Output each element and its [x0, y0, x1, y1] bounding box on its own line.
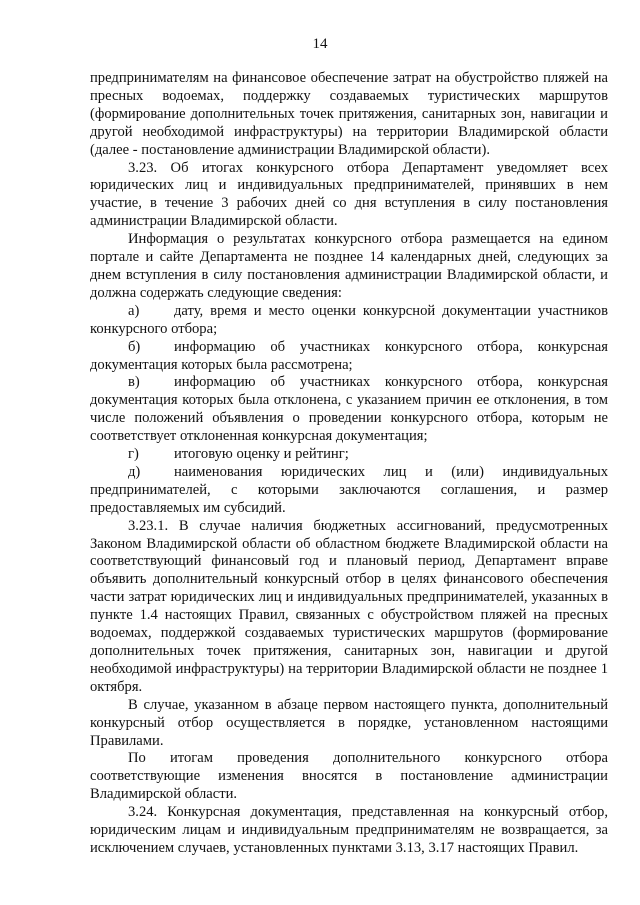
- paragraph-info: Информация о результатах конкурсного отбора размещается на едином портале и сайте Департамента не позднее 14 календарных дней, следующих за днем вступления в силу постановления администрации Владимирской области, и должна содержать следующие сведения:: [90, 231, 608, 301]
- document-body: [90, 70, 608, 858]
- list-item-text: информацию об участниках конкурсного отбора, конкурсная документация которых была отклонена, с указанием причин ее отклонения, в том числе положений объявления о проведении конкурсного отбора, которым не соответствует отклоненная конкурсная документация;: [90, 374, 608, 445]
- list-marker: а): [128, 302, 140, 319]
- paragraph-3-23-1: 3.23.1. В случае наличия бюджетных ассигнований, предусмотренных Законом Владимирской области об областном бюджете Владимирской области на соответствующий финансовый год и плановый период, Департамент вправе объявить дополнительный конкурсный отбор в целях финансового обеспечения части затрат юридических лиц и индивидуальных предпринимателей, указанных в пункте 1.4 настоящих Правил, связанных с обустройством пляжей на пресных водоемах, поддержкой создаваемых туристических маршрутов (формирование дополнительных точек притяжения, санитарных зон, навигации и другой необходимой инфраструктуры) на территории Владимирской области не позднее 1 октября.: [90, 517, 608, 695]
- list-item-a: [90, 303, 608, 339]
- list-item-text: итоговую оценку и рейтинг;: [174, 446, 349, 463]
- paragraph-additional-selection: В случае, указанном в абзаце первом настоящего пункта, дополнительный конкурсный отбор осуществляется в порядке, установленном настоящими Правилами.: [90, 696, 608, 749]
- list-marker: г): [128, 446, 139, 463]
- list-item-text: информацию об участниках конкурсного отбора, конкурсная документация которых была рассмотрена;: [90, 338, 608, 373]
- list-item-b: [90, 339, 608, 375]
- list-item-g: [90, 446, 608, 464]
- page-number: 14: [312, 36, 328, 52]
- list-marker: д): [128, 463, 141, 480]
- list-item-text: дату, время и место оценки конкурсной документации участников конкурсного отбора;: [90, 302, 608, 337]
- paragraph-continuation: предпринимателям на финансовое обеспечение затрат на обустройство пляжей на пресных водоемах, поддержку создаваемых туристических маршрутов (формирование дополнительных точек притяжения, санитарных зон, навигации и другой необходимой инфраструктуры) на территории Владимирской области (далее - постановление администрации Владимирской области).: [90, 70, 608, 158]
- paragraph-3-24: 3.24. Конкурсная документация, представленная на конкурсный отбор, юридическим лицам и индивидуальным предпринимателям не возвращается, за исключением случаев, установленных пунктами 3.13, 3.17 настоящих Правил.: [90, 804, 608, 856]
- list-item-text: наименования юридических лиц и (или) индивидуальных предпринимателей, с которыми заключаются соглашения, и размер предоставляемых им субсидий.: [90, 463, 608, 516]
- paragraph-results: По итогам проведения дополнительного конкурсного отбора соответствующие изменения вносятся в постановление администрации Владимирской области.: [90, 750, 608, 803]
- paragraph-3-23: 3.23. Об итогах конкурсного отбора Департамент уведомляет всех юридических лиц и индивидуальных предпринимателей, принявших в нем участие, в течение 3 рабочих дней со дня вступления в силу постановления администрации Владимирской области.: [90, 159, 608, 230]
- list-item-d: [90, 464, 608, 518]
- list-marker: в): [128, 374, 140, 391]
- list-marker: б): [128, 338, 141, 355]
- list-item-v: [90, 374, 608, 446]
